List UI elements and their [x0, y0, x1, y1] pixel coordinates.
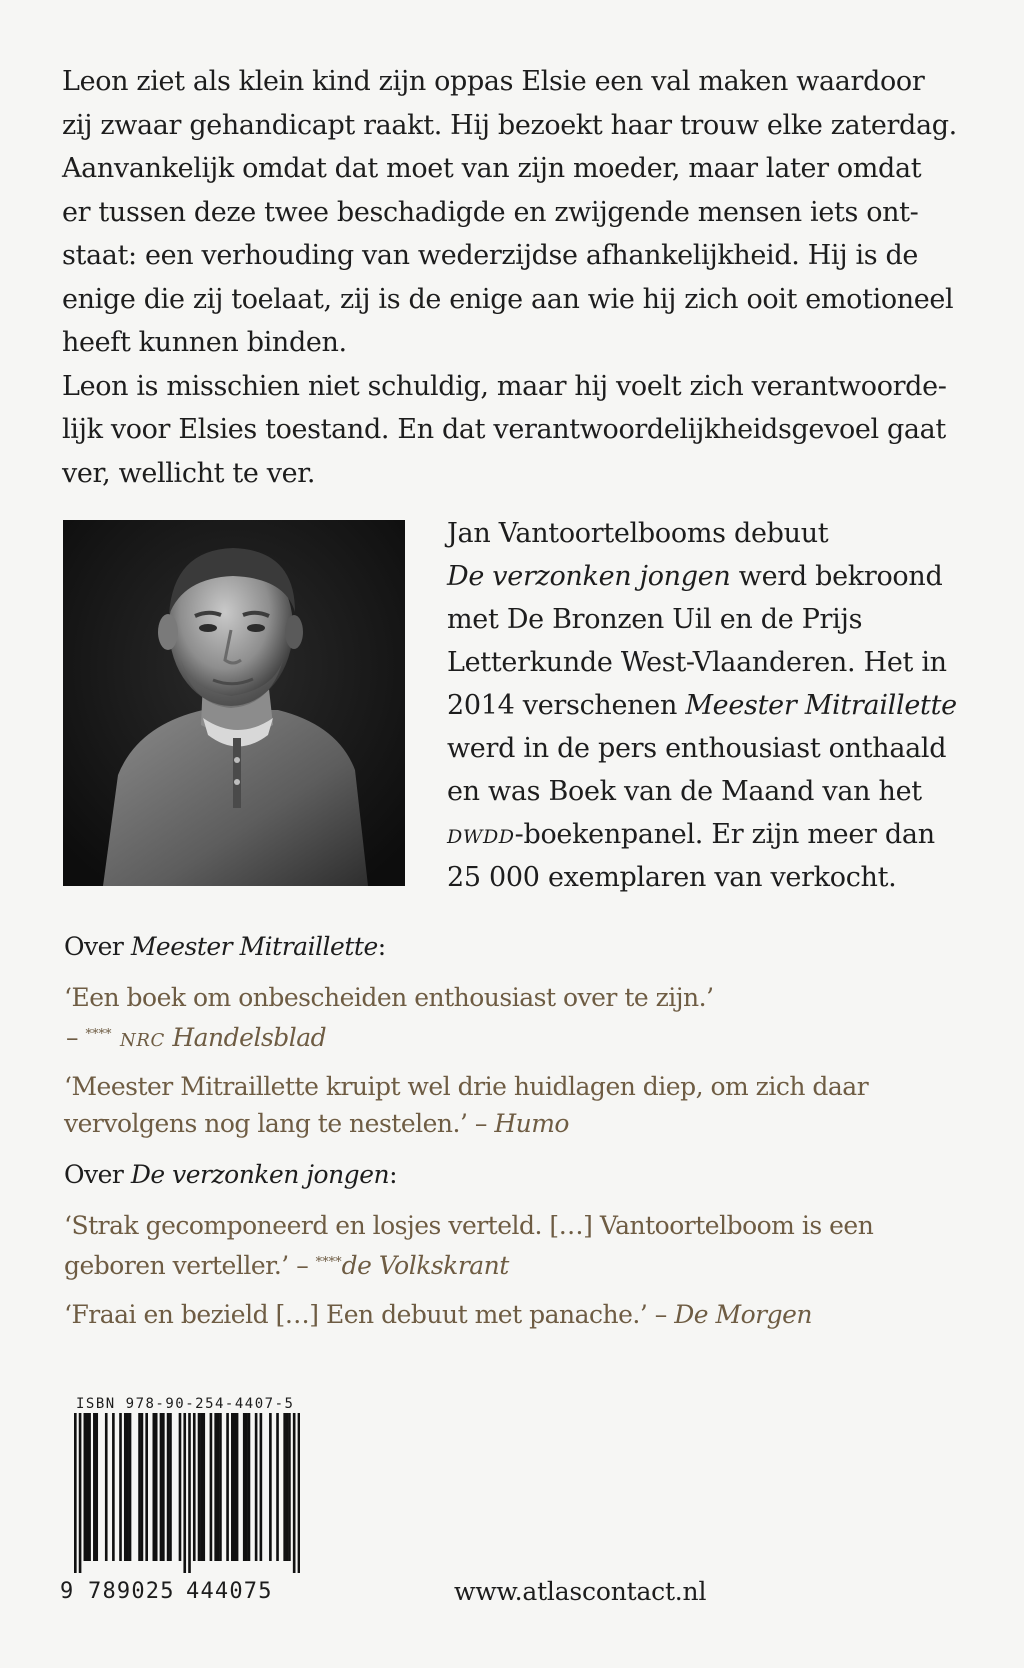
rating-stars: ****: [315, 1255, 342, 1270]
review-quote: [64, 979, 964, 1056]
barcode-bar: [74, 1413, 77, 1573]
barcode-bar: [79, 1413, 82, 1573]
book-title: De verzonken jongen: [447, 561, 731, 592]
barcode-bar: [160, 1413, 163, 1561]
barcode: [74, 1413, 300, 1573]
barcode-bar: [169, 1413, 172, 1561]
heading-text: Over: [64, 932, 131, 961]
publisher-website: www.atlascontact.nl: [454, 1577, 707, 1606]
barcode-bar: [179, 1413, 182, 1561]
bio-line: met De Bronzen Uil en de Prijs: [447, 604, 863, 635]
quote-source: Humo: [494, 1109, 569, 1138]
quote-attribution: [64, 1016, 964, 1056]
blurb-line: Leon ziet als klein kind zijn oppas Elsie een val maken waardoor: [62, 66, 925, 97]
quote-source: de Volkskrant: [341, 1251, 509, 1280]
barcode-bar: [269, 1413, 272, 1561]
review-heading: [64, 1156, 964, 1193]
barcode-bar: [210, 1413, 213, 1561]
barcode-bar: [231, 1413, 234, 1561]
bio-line: [447, 555, 1007, 598]
quote-text: [64, 1105, 964, 1142]
barcode-bar: [124, 1413, 127, 1561]
author-photo: [63, 520, 405, 886]
bio-line: werd in de pers enthousiast onthaald: [447, 733, 947, 764]
barcode-bar: [233, 1413, 236, 1561]
barcode-bar: [155, 1413, 158, 1561]
barcode-bar: [138, 1413, 141, 1561]
barcode-bar: [283, 1413, 286, 1561]
barcode-bar: [145, 1413, 148, 1561]
ean-right-digits: 444075: [186, 1579, 273, 1604]
reviews: [64, 928, 964, 1333]
quote-text: ‘Een boek om onbescheiden enthousiast over te zijn.’: [64, 983, 714, 1012]
blurb-line: enige die zij toelaat, zij is de enige aan wie hij zich ooit emotioneel: [62, 283, 954, 315]
barcode-bar: [126, 1413, 129, 1561]
barcode-bar: [236, 1413, 239, 1561]
barcode-bar: [226, 1413, 229, 1561]
bio-line: Jan Vantoortelbooms debuut: [447, 518, 829, 549]
blurb-line: staat: een verhouding van wederzijdse afhankelijkheid. Hij is de: [62, 240, 919, 271]
review-quote: [64, 1068, 964, 1142]
bio-line: [447, 813, 1007, 856]
barcode-bar: [276, 1413, 279, 1561]
barcode-bar: [243, 1413, 246, 1561]
quote-source: De Morgen: [674, 1300, 812, 1329]
barcode-bar: [193, 1413, 196, 1561]
rating-stars: ****: [85, 1027, 112, 1042]
quote-text: geboren verteller.’ –: [64, 1251, 316, 1280]
barcode-bar: [119, 1413, 122, 1561]
barcode-bar: [214, 1413, 217, 1561]
blurb-line: zij zwaar gehandicapt raakt. Hij bezoekt haar trouw elke zaterdag.: [62, 109, 957, 141]
barcode-bar: [288, 1413, 291, 1561]
barcode-bar: [245, 1413, 248, 1561]
quote-text: ‘Meester Mitraillette kruipt wel drie huidlagen diep, om zich daar: [64, 1072, 869, 1101]
quote-text: vervolgens nog lang te nestelen.’ –: [64, 1109, 495, 1138]
bio-line: Letterkunde West-Vlaanderen. Het in: [447, 647, 947, 678]
ean-left-digits: 789025: [88, 1579, 175, 1604]
barcode-bar: [260, 1413, 263, 1561]
barcode-bar: [93, 1413, 96, 1561]
barcode-bar: [298, 1413, 300, 1573]
barcode-bar: [200, 1413, 203, 1561]
book-title: Meester Mitraillette: [685, 690, 957, 721]
barcode-bar: [286, 1413, 289, 1561]
isbn-label: ISBN 978-90-254-4407-5: [76, 1396, 295, 1412]
heading-text: Over: [64, 1160, 131, 1189]
blurb-paragraph-2: [62, 365, 962, 496]
barcode-bar: [153, 1413, 156, 1561]
quote-text: [64, 1296, 964, 1333]
dash: –: [66, 1023, 86, 1052]
barcode-bar: [293, 1413, 296, 1573]
blurb-paragraph-1: [62, 60, 962, 365]
bio-line: 25 000 exemplaren van verkocht.: [447, 862, 897, 893]
barcode-bar: [88, 1413, 91, 1561]
blurb-line: heeft kunnen binden.: [62, 327, 347, 358]
barcode-bar: [217, 1413, 220, 1561]
bio-line: [447, 684, 1007, 727]
review-heading: [64, 928, 964, 965]
barcode-bar: [188, 1413, 191, 1573]
blurb-line: ver, wellicht te ver.: [62, 457, 316, 489]
book-title: Meester Mitraillette: [130, 932, 378, 961]
bio-line: en was Boek van de Maand van het: [447, 776, 922, 807]
barcode-bar: [95, 1413, 98, 1561]
barcode-bar: [129, 1413, 132, 1561]
quote-text: ‘Strak gecomponeerd en losjes verteld. […] Vantoortelboom is een: [64, 1211, 874, 1240]
barcode-icon: [74, 1413, 300, 1573]
barcode-bar: [248, 1413, 251, 1561]
barcode-bar: [219, 1413, 222, 1561]
brand-name: dwdd: [447, 819, 515, 850]
review-quote: [64, 1207, 964, 1284]
barcode-bar: [162, 1413, 165, 1561]
blurb-line: Aanvankelijk omdat dat moet van zijn moeder, maar later omdat: [62, 153, 922, 184]
heading-text: :: [377, 932, 386, 961]
barcode-bar: [112, 1413, 115, 1561]
bio-text: 2014 verschenen: [447, 690, 686, 721]
blurb-line: er tussen deze twee beschadigde en zwijgende mensen iets ont-: [62, 196, 919, 228]
blurb-line: lijk voor Elsies toestand. En dat verantwoordelijkheidsgevoel gaat: [62, 414, 946, 445]
quote-text: [64, 1244, 964, 1284]
barcode-bar: [141, 1413, 144, 1561]
bio-text: -boekenpanel. Er zijn meer dan: [514, 819, 935, 850]
quote-text: ‘Fraai en bezield […] Een debuut met panache.’ –: [64, 1300, 675, 1329]
book-title: De verzonken jongen: [130, 1160, 390, 1189]
barcode-bar: [255, 1413, 258, 1561]
quote-source: nrc: [111, 1023, 165, 1052]
author-bio: [447, 512, 1007, 899]
barcode-bar: [183, 1413, 186, 1573]
barcode-bar: [86, 1413, 89, 1561]
ean-first-digit: 9: [60, 1579, 75, 1604]
author-portrait: [63, 520, 405, 886]
quote-source: Handelsblad: [164, 1023, 327, 1052]
barcode-bar: [167, 1413, 170, 1561]
blurb-line: Leon is misschien niet schuldig, maar hij voelt zich verantwoorde-: [62, 370, 947, 402]
blurb: [62, 60, 962, 495]
barcode-bar: [202, 1413, 205, 1561]
barcode-bar: [84, 1413, 87, 1561]
review-quote: [64, 1296, 964, 1333]
bio-text: werd bekroond: [730, 561, 943, 592]
heading-text: :: [389, 1160, 398, 1189]
barcode-bar: [198, 1413, 201, 1561]
barcode-bar: [105, 1413, 108, 1561]
